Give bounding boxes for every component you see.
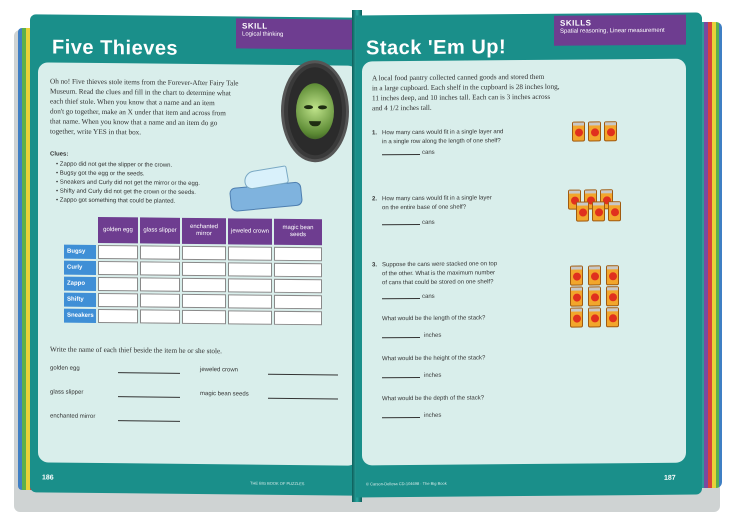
grid-row-head: Curly xyxy=(64,261,96,275)
grid-cell[interactable] xyxy=(98,245,138,259)
grid-row-head: Zappo xyxy=(64,277,96,291)
grid-cell[interactable] xyxy=(274,279,322,294)
grid-col-head: jeweled crown xyxy=(228,218,272,244)
grid-cell[interactable] xyxy=(98,277,138,291)
can-icon xyxy=(570,266,583,286)
subquestion-text: What would be the height of the stack? xyxy=(382,355,486,363)
grid-col-head: magic bean seeds xyxy=(274,219,322,246)
page-edges-right xyxy=(700,22,722,488)
mirror-face xyxy=(296,83,334,139)
grid-cell[interactable] xyxy=(274,295,322,310)
grid-cell[interactable] xyxy=(140,277,180,291)
clues-heading: Clues: xyxy=(50,151,69,158)
clues-list xyxy=(56,161,256,208)
grid-cell[interactable] xyxy=(228,294,272,308)
grid-cell[interactable] xyxy=(182,278,226,292)
grid-cell[interactable] xyxy=(182,310,226,324)
clue-item: • Sneakers and Curly did not get the mirror or the egg. xyxy=(56,179,200,188)
can-icon xyxy=(570,287,583,307)
page-number-right: 187 xyxy=(664,474,676,482)
grid-cell[interactable] xyxy=(182,246,226,260)
can-icon xyxy=(606,265,619,285)
left-page-title: Five Thieves xyxy=(52,36,179,60)
grid-cell[interactable] xyxy=(228,278,272,292)
intro-paragraph: A local food pantry collected canned goods and stored them in a large cupboard. Each shelf in the cupboard is 28 inches long, 11 inches deep, and 10 inches tall. Each can is 3 inches across and 4 1/2 inches tall. xyxy=(372,72,560,113)
question-text: Suppose the cans were stacked one on top of the other. What is the maximum number of cans that could be stored on one shelf? xyxy=(382,261,498,287)
grid-row-head: Sneakers xyxy=(64,309,96,323)
grid-cell[interactable] xyxy=(228,310,272,324)
clue-item: • Bugsy got the egg or the seeds. xyxy=(56,170,145,178)
answer-unit: cans xyxy=(422,149,435,156)
answer-unit: cans xyxy=(422,293,435,300)
right-page-title: Stack 'Em Up! xyxy=(366,36,507,60)
skill-heading: SKILL xyxy=(242,21,268,31)
can-icon xyxy=(588,307,601,327)
skill-badge-left xyxy=(236,18,364,49)
can-icon xyxy=(604,121,617,141)
right-page xyxy=(356,12,702,497)
grid-col-head: enchanted mirror xyxy=(182,218,226,244)
can-icon xyxy=(606,286,619,306)
grid-cell[interactable] xyxy=(182,294,226,308)
grid-cell[interactable] xyxy=(140,245,180,259)
intro-paragraph: Oh no! Five thieves stole items from the Forever-After Fairy Tale Museum. Read the clues and fill in the chart to determine what each thief stole. When you know that a name and an item don't go together, make an X under that item and across from that name. When you know that a name and an item do go together, write YES in that box. xyxy=(50,77,239,137)
can-icon xyxy=(592,201,605,221)
answer-item-label: glass slipper xyxy=(50,389,84,396)
answer-item-label: magic bean seeds xyxy=(200,391,249,398)
answer-item-label: enchanted mirror xyxy=(50,413,96,420)
skill-text: Logical thinking xyxy=(242,31,284,38)
question-text: How many cans would fit in a single layer on the entire base of one shelf? xyxy=(382,195,492,212)
grid-cell[interactable] xyxy=(228,262,272,276)
grid-row-head: Bugsy xyxy=(64,245,96,259)
grid-cell[interactable] xyxy=(140,293,180,307)
enchanted-mirror-image xyxy=(284,63,346,160)
clue-item: • Shifty and Curly did not get the crown or the seeds. xyxy=(56,188,196,196)
grid-cell[interactable] xyxy=(228,246,272,260)
skill-heading: SKILLS xyxy=(560,18,592,28)
skill-badge-right xyxy=(554,15,686,46)
footer-left: THE BIG BOOK OF PUZZLES xyxy=(250,480,305,487)
answer-unit: inches xyxy=(424,332,442,339)
can-icon xyxy=(606,307,619,327)
can-icon xyxy=(588,265,601,285)
grid-cell[interactable] xyxy=(98,261,138,275)
can-icon xyxy=(576,201,589,221)
grid-cell[interactable] xyxy=(274,263,322,278)
grid-cell[interactable] xyxy=(140,309,180,323)
answer-item-label: jeweled crown xyxy=(200,367,239,374)
grid-cell[interactable] xyxy=(98,293,138,307)
grid-col-head: golden egg xyxy=(98,217,138,243)
footer-right: © Carson-Dellosa CD-104698 · The Big Book xyxy=(366,480,447,487)
can-icon xyxy=(588,121,601,141)
skill-text: Spatial reasoning, Linear measurement xyxy=(560,27,665,35)
grid-cell[interactable] xyxy=(274,247,322,262)
subquestion-text: What would be the depth of the stack? xyxy=(382,395,485,403)
answer-unit: cans xyxy=(422,219,435,226)
clue-item: • Zappo did not get the slipper or the crown. xyxy=(56,161,173,169)
question-number: 3. xyxy=(372,262,378,269)
clue-item: • Zappo got something that could be planted. xyxy=(56,197,176,205)
page-number-left: 186 xyxy=(42,474,54,482)
question-number: 2. xyxy=(372,196,378,203)
subquestion-text: What would be the length of the stack? xyxy=(382,315,486,323)
grid-cell[interactable] xyxy=(140,261,180,275)
can-icon xyxy=(570,308,583,328)
answer-unit: inches xyxy=(424,412,442,419)
grid-cell[interactable] xyxy=(182,262,226,276)
can-icon xyxy=(588,286,601,306)
grid-cell[interactable] xyxy=(98,309,138,323)
answer-unit: inches xyxy=(424,372,442,379)
can-icon xyxy=(572,122,585,142)
question-text: How many cans would fit in a single layer and in a single row along the length of one shelf? xyxy=(382,129,504,146)
can-icon xyxy=(608,201,621,221)
grid-row-head: Shifty xyxy=(64,293,96,307)
left-page xyxy=(30,14,364,495)
grid-cell[interactable] xyxy=(274,311,322,326)
grid-col-head: glass slipper xyxy=(140,217,180,243)
question-number: 1. xyxy=(372,130,378,137)
answer-item-label: golden egg xyxy=(50,365,80,372)
answer-instruction: Write the name of each thief beside the item he or she stole. xyxy=(50,345,222,356)
